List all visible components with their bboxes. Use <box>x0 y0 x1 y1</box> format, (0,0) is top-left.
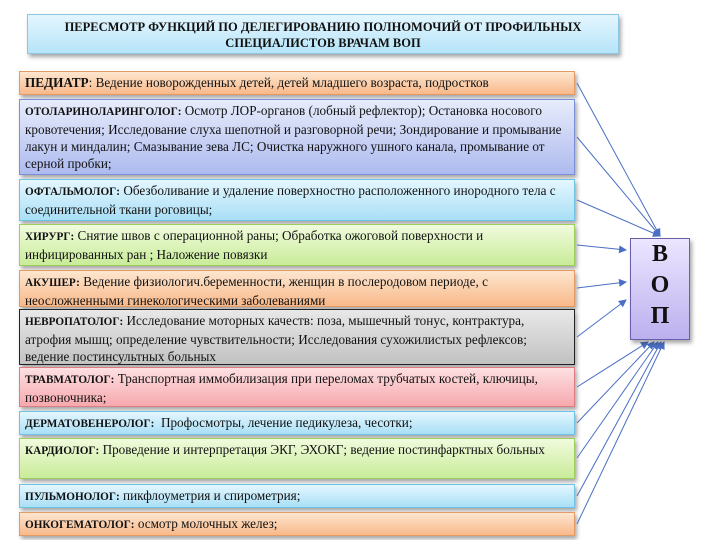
arrow-pulmonologist <box>577 342 661 496</box>
arrow-cardiologist <box>577 342 658 458</box>
role-duties: Осмотр ЛОР-органов (лобный рефлектор); Остановка носового кровотечения; Исследование слуха шепотной и разговорной речи; Зондирование и промывание лакун и миндалин; Смазывание зева ЛС; Очистка наружного ушного канала, промывание от серной пробки; <box>25 103 562 171</box>
arrow-oncohematologist <box>577 342 664 524</box>
role-label: ТРАВМАТОЛОГ: <box>25 374 115 386</box>
role-label: ДЕРМАТОВЕНЕРОЛОГ: <box>25 418 155 430</box>
role-duties: Транспортная иммобилизация при переломах трубчатых костей, ключицы, позвоночника; <box>25 371 538 405</box>
arrow-pediatr <box>577 83 660 236</box>
vop-letter-3: П <box>650 303 670 329</box>
role-label: ПУЛЬМОНОЛОГ: <box>25 491 120 503</box>
role-label: ПЕДИАТР <box>25 75 89 90</box>
role-duties: Ведение физиологич.беременности, женщин в послеродовом периоде, с неосложненными гинекологическими заболеваниями <box>25 274 488 308</box>
vop-letter-1: В <box>651 241 668 267</box>
role-label: ОТОЛАРИНОЛАРИНГОЛОГ: <box>25 106 182 118</box>
role-duties: Обезболивание и удаление поверхностно расположенного инородного тела с соединительной ткани роговицы; <box>25 183 556 217</box>
role-duties: пикфлоуметрия и спирометрия; <box>123 488 301 503</box>
arrow-surgeon <box>577 245 626 250</box>
vop-letter-2: О <box>650 272 670 298</box>
role-label: НЕВРОПАТОЛОГ: <box>25 316 124 328</box>
arrow-obstetrician <box>577 282 626 288</box>
vop-target-box <box>630 238 690 340</box>
role-duties: Исследование моторных качеств: поза, мышечный тонус, контрактура, атрофия мышц; определение чувствительности; Исследования сухожилистых рефлексов; ведение постинсультных больных <box>25 313 527 364</box>
arrow-traumatologist <box>577 342 648 387</box>
separator: : <box>88 75 96 90</box>
role-duties: осмотр молочных желез; <box>137 516 278 531</box>
role-label: АКУШЕР: <box>25 277 80 289</box>
role-duties: Снятие швов с операционной раны; Обработка ожоговой поверхности и инфицированных ран ; Наложение повязки <box>25 228 484 262</box>
role-duties: Ведение новорожденных детей, детей младшего возраста, подростков <box>95 75 489 90</box>
role-label: ХИРУРГ: <box>25 231 75 243</box>
role-duties: Проведение и интерпретация ЭКГ, ЭХОКГ; ведение постинфарктных больных <box>102 442 545 457</box>
title-line-2: СПЕЦИАЛИСТОВ ВРАЧАМ ВОП <box>225 36 421 50</box>
role-duties: Профосмотры, лечение педикулеза, чесотки; <box>160 415 413 430</box>
arrow-dermatovenerologist <box>577 342 654 423</box>
role-label: ОНКОГЕМАТОЛОГ: <box>25 519 135 531</box>
role-label: ОФТАЛЬМОЛОГ: <box>25 186 121 198</box>
arrow-ophthalmologist <box>577 200 660 236</box>
arrow-otolaryngologist <box>577 137 660 236</box>
title-line-1: ПЕРЕСМОТР ФУНКЦИЙ ПО ДЕЛЕГИРОВАНИЮ ПОЛНОМОЧИЙ ОТ ПРОФИЛЬНЫХ <box>64 20 582 34</box>
role-label: КАРДИОЛОГ: <box>25 445 100 457</box>
arrow-neurologist <box>577 300 626 337</box>
